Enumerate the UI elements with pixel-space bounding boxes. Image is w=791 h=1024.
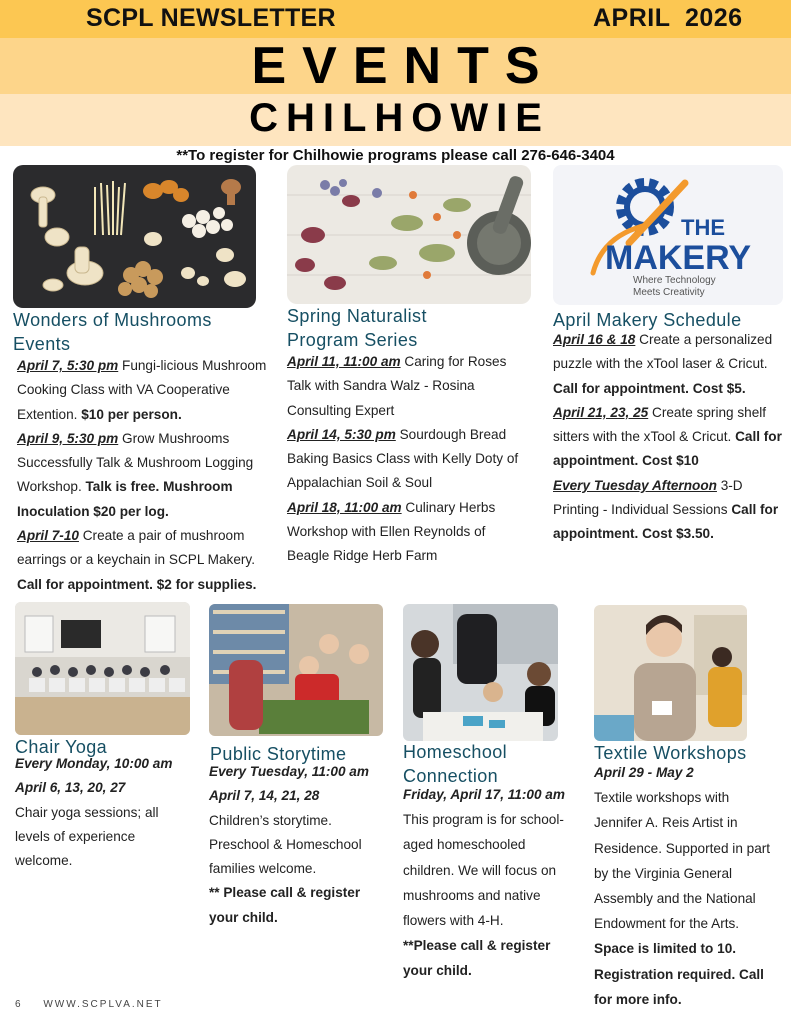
storytime-photo xyxy=(209,604,383,736)
newsletter-label: SCPL NEWSLETTER xyxy=(86,4,336,32)
homeschool-note: **Please call & register your child. xyxy=(403,938,551,979)
event-description: Sourdough Bread Baking Basics Class with Kelly Doty of Appalachian Soil & Soul xyxy=(287,426,519,491)
event-description: Create a pair of mushroom earrings or a keychain in SCPL Makery. xyxy=(17,528,255,568)
event-date: April 18, 11:00 am xyxy=(287,499,402,515)
chair-yoga-description: Chair yoga sessions; all levels of experience welcome. xyxy=(15,804,159,869)
footer xyxy=(15,999,179,1010)
textile-description: Textile workshops with Jennifer A. Reis Artist in Residence. Supported in part by the Virginia General Assembly and the National Endowment for the Arts. xyxy=(594,790,771,932)
mushrooms-event-1 xyxy=(17,354,267,427)
chair-yoga-schedule: Every Monday, 10:00 am xyxy=(15,756,173,771)
event-date: Every Tuesday Afternoon xyxy=(553,477,717,493)
chair-yoga-details xyxy=(15,752,195,873)
homeschool-title: Homeschool Connection xyxy=(403,742,508,786)
mushrooms-event-3 xyxy=(17,524,267,597)
event-date: April 9, 5:30 pm xyxy=(17,430,119,446)
naturalist-event-3 xyxy=(287,496,527,569)
branch-title: CHILHOWIE xyxy=(249,96,550,140)
textile-dates: April 29 - May 2 xyxy=(594,765,694,780)
event-description: Create spring shelf sitters with the xTool & Cricut. xyxy=(553,404,767,445)
homeschool-photo xyxy=(403,604,558,741)
mushrooms-photo xyxy=(13,165,256,308)
storytime-dates: April 7, 14, 21, 28 xyxy=(209,788,320,804)
storytime-note: ** Please call & register your child. xyxy=(209,885,361,925)
textile-note: Space is limited to 10. Registration required. Call for more info. xyxy=(594,941,764,1007)
event-date: April 7, 5:30 pm xyxy=(17,358,119,373)
chair-yoga-photo xyxy=(15,602,190,735)
makery-events xyxy=(553,328,787,547)
naturalist-events xyxy=(287,350,527,569)
issue-month: APRIL 2026 xyxy=(593,4,743,32)
herbs-photo xyxy=(287,165,531,304)
event-date: April 11, 11:00 am xyxy=(287,354,401,369)
event-description: Caring for Roses Talk with Sandra Walz - Rosina Consulting Expert xyxy=(287,354,507,418)
event-description: Culinary Herbs Workshop with Ellen Reynolds of Beagle Ridge Herb Farm xyxy=(287,499,496,564)
makery-event-3 xyxy=(553,474,787,547)
event-description: Fungi-licious Mushroom Cooking Class with VA Cooperative Extention. xyxy=(17,358,267,422)
makery-logo-name: MAKERY xyxy=(605,239,752,277)
event-date: April 16 & 18 xyxy=(553,332,636,347)
makery-logo-the: THE xyxy=(681,215,725,240)
page-title: EVENTS xyxy=(251,37,556,95)
makery-logo-tagline-1: Where Technology xyxy=(633,275,716,286)
chair-yoga-title: Chair Yoga xyxy=(15,737,108,757)
event-date: April 7-10 xyxy=(17,528,79,544)
event-cost: $10 per person. xyxy=(81,406,182,422)
textile-photo xyxy=(594,605,747,741)
makery-logo-tagline-2: Meets Creativity xyxy=(633,287,705,298)
homeschool-description: This program is for school-aged homeschooled children. We will focus on mushrooms and native flowers with 4-H. xyxy=(403,812,564,929)
homeschool-schedule: Friday, April 17, 11:00 am xyxy=(403,787,565,802)
event-description: Grow Mushrooms Successfully Talk & Mushroom Logging Workshop. xyxy=(17,430,254,495)
homeschool-details xyxy=(403,782,575,984)
mushrooms-event-2 xyxy=(17,427,267,524)
page-number: 6 xyxy=(15,999,23,1010)
storytime-description: Children’s storytime. Preschool & Homeschool families welcome. xyxy=(209,812,362,877)
makery-title: April Makery Schedule xyxy=(553,310,742,330)
makery-event-2 xyxy=(553,401,787,474)
storytime-schedule: Every Tuesday, 11:00 am xyxy=(209,764,369,779)
storytime-details xyxy=(209,760,385,930)
event-cost: Call for appointment. Cost $3.50. xyxy=(553,502,779,542)
naturalist-title: Spring Naturalist Program Series xyxy=(287,306,427,350)
event-cost: Call for appointment. Cost $5. xyxy=(553,380,746,396)
event-cost: Talk is free. Mushroom Inoculation $20 per log. xyxy=(17,479,233,519)
textile-title: Textile Workshops xyxy=(594,743,747,763)
mushrooms-title: Wonders of Mushrooms Events xyxy=(13,310,212,354)
event-description: 3-D Printing - Individual Sessions xyxy=(553,477,743,518)
event-cost: Call for appointment. $2 for supplies. xyxy=(17,576,257,592)
naturalist-event-2 xyxy=(287,423,527,496)
naturalist-event-1 xyxy=(287,350,527,423)
event-description: Create a personalized puzzle with the xTool laser & Cricut. xyxy=(553,332,773,372)
chair-yoga-dates: April 6, 13, 20, 27 xyxy=(15,780,126,796)
event-cost: Call for appointment. Cost $10 xyxy=(553,429,782,469)
makery-event-1 xyxy=(553,328,787,401)
mushrooms-events xyxy=(17,354,267,597)
makery-logo xyxy=(553,165,783,305)
website-link[interactable]: WWW.SCPLVA.NET xyxy=(43,999,163,1010)
storytime-title: Public Storytime xyxy=(210,744,347,764)
register-note: **To register for Chilhowie programs please call 276-646-3404 xyxy=(176,147,615,164)
event-date: April 21, 23, 25 xyxy=(553,404,649,420)
textile-details xyxy=(594,760,774,1012)
event-date: April 14, 5:30 pm xyxy=(287,426,396,442)
